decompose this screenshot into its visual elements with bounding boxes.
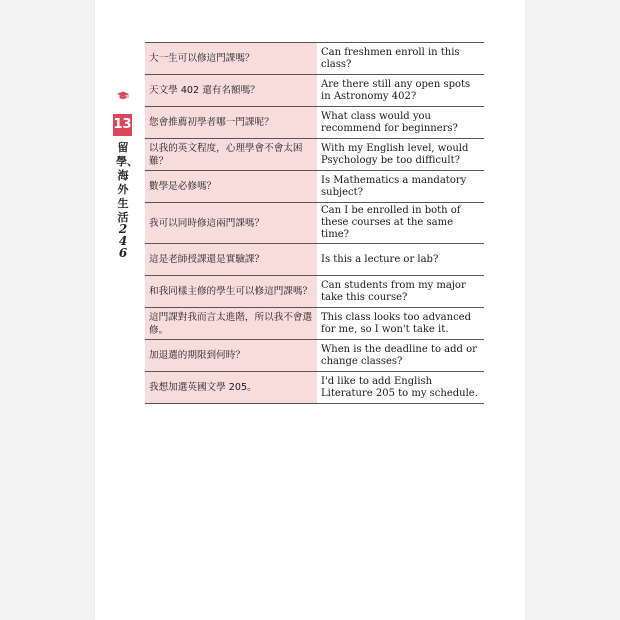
phrase-table: [145, 42, 484, 404]
english-phrase: Is Mathematics a mandatory subject?: [317, 171, 484, 203]
chinese-phrase: 這是老師授課還是實驗課？: [145, 244, 317, 276]
chapter-title: 留學、海外生活: [116, 141, 138, 224]
chinese-phrase: 以我的英文程度，心理學會不會太困難？: [145, 139, 317, 171]
chinese-phrase: 這門課對我而言太進階，所以我不會選修。: [145, 308, 317, 340]
table-row: [145, 203, 484, 244]
chinese-phrase: 數學是必修嗎？: [145, 171, 317, 203]
table-row: [145, 372, 484, 404]
english-phrase: I'd like to add English Literature 205 to my schedule.: [317, 372, 484, 404]
english-phrase: Can I be enrolled in both of these courses at the same time?: [317, 203, 484, 244]
english-phrase: Can freshmen enroll in this class?: [317, 43, 484, 75]
english-phrase: With my English level, would Psychology be too difficult?: [317, 139, 484, 171]
table-row: [145, 171, 484, 203]
table-row: [145, 308, 484, 340]
english-phrase: Is this a lecture or lab?: [317, 244, 484, 276]
english-phrase: When is the deadline to add or change classes?: [317, 340, 484, 372]
table-row: [145, 43, 484, 75]
table-row: [145, 107, 484, 139]
page-number: 246: [118, 222, 128, 260]
chinese-phrase: 我可以同時修這兩門課嗎？: [145, 203, 317, 244]
table-row: [145, 75, 484, 107]
chinese-phrase: 大一生可以修這門課嗎？: [145, 43, 317, 75]
chinese-phrase: 加退選的期限到何時？: [145, 340, 317, 372]
table-row: [145, 276, 484, 308]
graduation-cap-icon: [116, 91, 130, 101]
chinese-phrase: 我想加選英國文學 205。: [145, 372, 317, 404]
table-row: [145, 244, 484, 276]
chinese-phrase: 您會推薦初學者哪一門課呢？: [145, 107, 317, 139]
table-row: [145, 139, 484, 171]
english-phrase: What class would you recommend for beginners?: [317, 107, 484, 139]
english-phrase: Are there still any open spots in Astronomy 402?: [317, 75, 484, 107]
chinese-phrase: 天文學 402 還有名額嗎？: [145, 75, 317, 107]
chinese-phrase: 和我同樣主修的學生可以修這門課嗎？: [145, 276, 317, 308]
chapter-number-badge: 13: [113, 114, 132, 136]
table-row: [145, 340, 484, 372]
english-phrase: This class looks too advanced for me, so I won't take it.: [317, 308, 484, 340]
english-phrase: Can students from my major take this course?: [317, 276, 484, 308]
